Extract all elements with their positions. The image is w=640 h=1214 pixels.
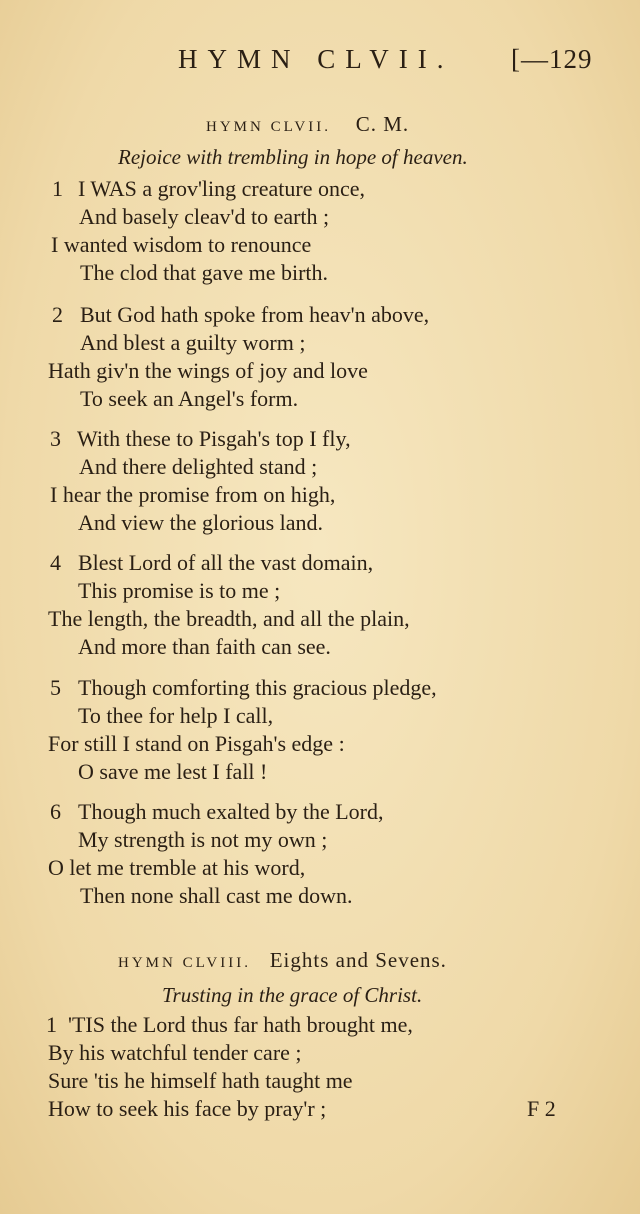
verse-line: How to seek his face by pray'r ;	[48, 1096, 327, 1121]
stanza-number: 6	[50, 799, 61, 824]
verse-line: O save me lest I fall !	[78, 759, 268, 784]
verse-line: To thee for help I call,	[78, 703, 274, 728]
hymn-157-meter: C. M.	[355, 112, 410, 136]
verse-line: Blest Lord of all the vast domain,	[78, 550, 374, 575]
verse-line: 'TIS the Lord thus far hath brought me,	[68, 1012, 413, 1037]
verse-line: Sure 'tis he himself hath taught me	[48, 1068, 353, 1093]
verse-line: With these to Pisgah's top I fly,	[77, 426, 351, 451]
hymn-157-heading	[206, 112, 409, 137]
verse-line: To seek an Angel's form.	[80, 386, 299, 411]
hymn-158-title: HYMN CLVIII.	[118, 955, 251, 971]
verse-line: For still I stand on Pisgah's edge :	[48, 731, 345, 756]
verse-line: O let me tremble at his word,	[48, 855, 306, 880]
running-title: HYMN CLVII.	[178, 44, 454, 74]
verse-line: And view the glorious land.	[78, 510, 324, 535]
verse-line: Though comforting this gracious pledge,	[78, 675, 437, 700]
hymn-157-subtitle: Rejoice with trembling in hope of heaven.	[118, 145, 468, 169]
verse-line: And there delighted stand ;	[79, 454, 318, 479]
verse-line: I wanted wisdom to renounce	[51, 232, 312, 257]
stanza-number: 2	[52, 302, 63, 327]
hymn-157-title: HYMN CLVII.	[206, 119, 331, 135]
page-number: [—129	[511, 44, 593, 74]
verse-line: Then none shall cast me down.	[80, 883, 353, 908]
verse-line: Though much exalted by the Lord,	[78, 799, 384, 824]
verse-line: The clod that gave me birth.	[80, 260, 329, 285]
signature-mark: F 2	[527, 1096, 556, 1121]
verse-line: And more than faith can see.	[78, 634, 331, 659]
verse-line: My strength is not my own ;	[78, 827, 328, 852]
hymn-158-meter: Eights and Sevens.	[269, 948, 447, 972]
verse-line: The length, the breadth, and all the plain,	[48, 606, 410, 631]
stanza-number: 5	[50, 675, 61, 700]
stanza-number: 3	[50, 426, 61, 451]
verse-line: And blest a guilty worm ;	[80, 330, 306, 355]
hymn-158-subtitle: Trusting in the grace of Christ.	[162, 983, 423, 1007]
verse-line: By his watchful tender care ;	[48, 1040, 302, 1065]
verse-line: Hath giv'n the wings of joy and love	[48, 358, 368, 383]
verse-line: I WAS a grov'ling creature once,	[78, 176, 366, 201]
stanza-number: 1	[52, 176, 63, 201]
hymn-158-heading	[118, 948, 447, 973]
stanza-number: 1	[46, 1012, 57, 1037]
verse-line: I hear the promise from on high,	[50, 482, 336, 507]
verse-line: And basely cleav'd to earth ;	[79, 204, 330, 229]
verse-line: This promise is to me ;	[78, 578, 281, 603]
verse-line: But God hath spoke from heav'n above,	[80, 302, 430, 327]
stanza-number: 4	[50, 550, 61, 575]
